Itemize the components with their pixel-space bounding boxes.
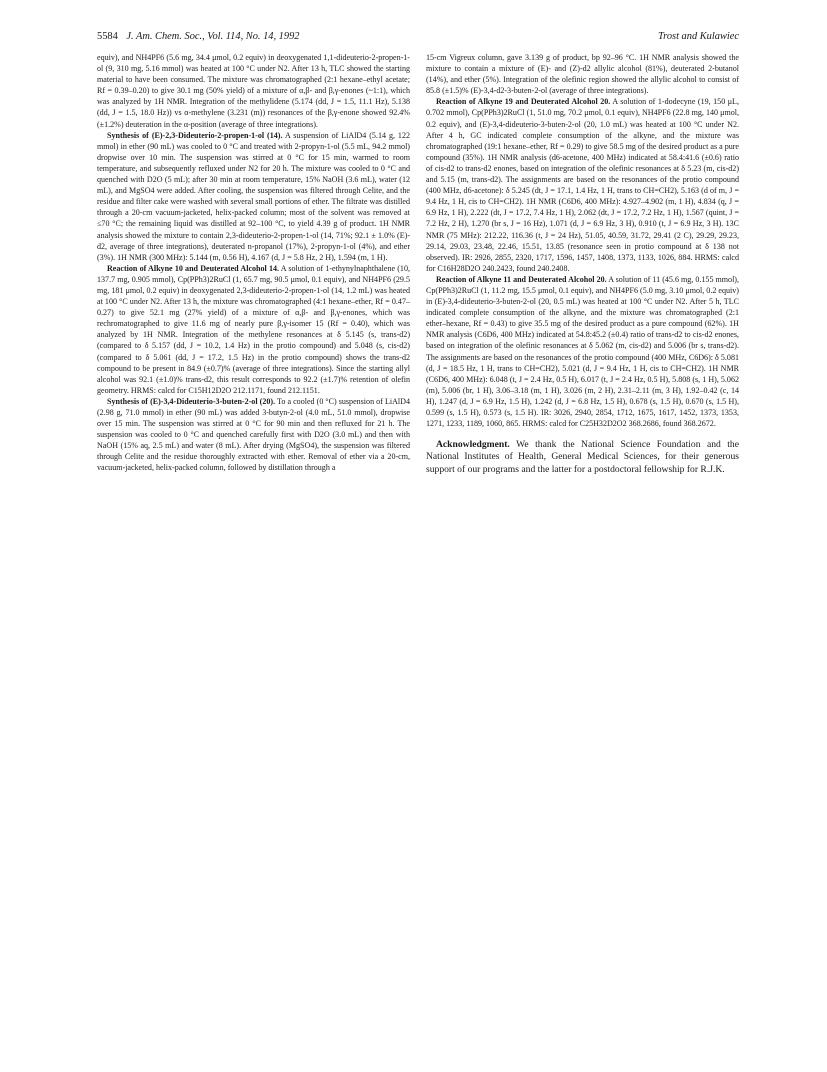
paragraph-heading: Reaction of Alkyne 11 and Deuterated Alcohol 20.	[436, 274, 607, 284]
paragraph	[97, 130, 410, 263]
paragraph-text: A solution of 1-ethynylnaphthalene (10, 137.7 mg, 0.905 mmol), Cp(PPh3)2RuCl (1, 65.7 mg, 90.5 μmol, 0.1 equiv), and NH4PF6 (29.5 mg, 181 μmol, 0.2 equiv) in deoxygenated 2,3-dideuterio-2-propen-1-ol (14, 1.2 mL) was heated at 100 °C under N2. After 13 h, the mixture was chromatographed (4:1 hexane–ether, Rf = 0.47–0.27) to give 52.1 mg (27% yield) of a mixture of α,β- and β,γ-enones, which was rechromatographed to give 11.6 mg of nearly pure β,γ-isomer 15 (Rf = 0.40), which was analyzed by 1H NMR. Integration of the methylene resonances at δ 5.145 (s, trans-d2) (compared to δ 5.157 (dd, J = 10.2, 1.4 Hz) in the protio compound) and 5.048 (s, cis-d2) (compared to δ 5.061 (dd, J = 17.2, 1.5 Hz) in the protio compound) shows the trans-d2 compound to be present in 84.9 (±0.7)% (average of three integrations). Since the starting allyl alcohol was 92.1 (±1.0)% trans-d2, this result corresponds to 92.2 (±1.7)% retention of olefin geometry. HRMS: calcd for C15H12D2O 212.1171, found 212.1151.	[97, 263, 410, 395]
paragraph-text: A solution of 11 (45.6 mg, 0.155 mmol), Cp(PPh3)2RuCl (1, 11.2 mg, 15.5 μmol, 0.1 equiv), and NH4PF6 (5.0 mg, 3.10 μmol, 0.2 equiv) in (E)-3,4-dideuterio-3-buten-2-ol (20, 0.5 mL) was heated at 100 °C under N2. After 5 h, TLC indicated complete consumption of the alkyne, and the mixture was chromatographed (2:1 ether–hexane, Rf = 0.43) to give 35.5 mg of the desired product as a pure compound (62%). 1H NMR analysis (C6D6, 400 MHz) indicated at 54.8:45.2 (±0.4) ratio of trans-d2 to cis-d2 enones, based on integration of the olefinic resonances at δ 5.062 (m, cis-d2) and 5.006 (br s, trans-d2). The assignments are based on the resonances of the protio compound (400 MHz, C6D6): δ 5.081 (d, J = 18.5 Hz, 1 H, trans to CH=CH2), 5.021 (d, J = 9.4 Hz, 1 H, cis to CH=CH2). 1H NMR (C6D6, 400 MHz): 6.048 (t, J = 2.4 Hz, 0.5 H), 6.017 (t, J = 2.4 Hz, 0.5 H), 5.808 (s, 1 H), 5.062 (m), 5.006 (br, 1 H), 3.06–3.18 (m, 1 H), 3.026 (m, 2 H), 2.31–2.11 (m, 3 H), 1.92–0.42 (c, 14 H), 1.247 (d, J = 6.9 Hz, 1.5 H), 1.242 (d, J = 6.8 Hz, 1.5 H), 0.678 (s, 1.5 H), 0.670 (s, 1.5 H), 0.599 (s, 1.5 H), 0.573 (s, 1.5 H). IR: 3026, 2940, 2854, 1712, 1675, 1617, 1452, 1373, 1353, 1271, 1233, 1189, 1060, 865. HRMS: calcd for C25H32D2O2 368.2686, found 368.2672.	[426, 274, 739, 429]
paragraph	[426, 96, 739, 274]
paragraph-text: A suspension of LiAlD4 (5.14 g, 122 mmol) in ether (90 mL) was cooled to 0 °C and treated with 2-propyn-1-ol (5.5 mL, 94.2 mmol) dropwise over 10 min. The suspension was stirred at 0 °C for 15 min, warmed to room temperature, and subsequently refluxed under N2 for 20 h. The mixture was cooled to 0 °C and quenched with D2O (5 mL); after 30 min at room temperature, 15% NaOH (3.6 mL), water (12 mL), and MgSO4 were added. After cooling, the suspension was filtered through Celite, and the residue and filter cake were washed with several small portions of ether. The filtrate was distilled through a 20-cm vacuum-jacketed, helix-packed column; most of the solvent was removed at ≤70 °C; the remaining liquid was distilled at 92–100 °C, to yield 4.39 g of product. 1H NMR analysis showed the mixture to contain 2,3-dideuterio-2-propen-1-ol (14, 71%; 92.1 ± 1.0% (E)-d2, average of three integrations), deuterated n-propanol (17%), 2-propyn-1-ol (4%), and ether (3%). 1H NMR (300 MHz): 5.144 (m, 0.56 H), 4.167 (d, J = 5.8 Hz, 2 H), 1.594 (m, 1 H).	[97, 130, 411, 262]
header-authors: Trost and Kulawiec	[657, 31, 739, 42]
paragraph-text: To a cooled (0 °C) suspension of LiAlD4 (2.98 g, 71.0 mmol) in ether (90 mL) was added 3-butyn-2-ol (4.0 mL, 51.0 mmol), dropwise over 15 min. The suspension was stirred at 0 °C for 90 min and then refluxed for 21 h. The suspension was cooled to 0 °C and quenched carefully first with D2O (3.0 mL) and then with NaOH (15% aq, 2.5 mL) and water (8 mL). After drying (MgSO4), the suspension was filtered through Celite and the residue thoroughly extracted with ether. Removal of ether via a 20-cm, vacuum-jacketed, helix-packed column, followed by distillation through a	[97, 396, 410, 473]
right-column	[426, 52, 739, 476]
paragraph-text: 15-cm Vigreux column, gave 3.139 g of product, bp 92–96 °C. 1H NMR analysis showed the mixture to contain a mixture of (E)- and (Z)-d2 allylic alcohol (81%), deuterated 2-butanol (14%), and ether (5%). Integration of the olefinic region showed the allylic alcohol to consist of 85.8 (±1.5)% (E)-3,4-d2-3-buten-2-ol (average of three integrations).	[426, 53, 739, 96]
paragraph-heading: Synthesis of (E)-3,4-Dideuterio-3-buten-2-ol (20).	[107, 396, 276, 406]
acknowledgment	[426, 439, 739, 476]
journal-citation: J. Am. Chem. Soc., Vol. 114, No. 14, 1992	[126, 31, 300, 42]
header-left	[97, 30, 299, 44]
acknowledgment-heading: Acknowledgment.	[436, 439, 510, 451]
paragraph-text: equiv), and NH4PF6 (5.6 mg, 34.4 μmol, 0.2 equiv) in deoxygenated 1,1-dideuterio-2-propen-1-ol (9, 310 mg, 5.16 mmol) was heated at 100 °C under N2. After 13 h, TLC showed the starting material to have been consumed. The mixture was chromatographed (2:1 hexane–ethyl acetate; Rf = 0.39–0.20) to give 30.1 mg (50% yield) of a mixture of α,β- and β,γ-enones (~1:1), which was analyzed by 1H NMR. Integration of the methylidene (5.174 (dd, J = 1.5, 11.1 Hz), 5.138 (dd, J = 1.5, 18.0 Hz)) vs α-methylene (3.231 (m)) resonances of the β,γ-enone showed 92.4% (±1.2%) deuteration in the α-position (average of three integrations).	[97, 53, 410, 129]
paragraph-heading: Synthesis of (E)-2,3-Dideuterio-2-propen-1-ol (14).	[107, 130, 283, 140]
paragraph-heading: Reaction of Alkyne 10 and Deuterated Alcohol 14.	[107, 263, 280, 273]
paragraph	[97, 396, 410, 474]
acknowledgment-text: We thank the National Science Foundation and the National Institutes of Health, General Medical Sciences, for their generous support of our programs and the latter for a postdoctoral fellowship for R.J.K.	[426, 439, 739, 475]
running-header	[97, 30, 739, 44]
paragraph	[97, 263, 410, 396]
paragraph	[426, 52, 739, 96]
page-number: 5584	[97, 31, 118, 42]
left-column	[97, 52, 410, 474]
paragraph	[97, 52, 410, 130]
paragraph	[426, 274, 739, 429]
paragraph-heading: Reaction of Alkyne 19 and Deuterated Alcohol 20.	[436, 97, 611, 107]
paragraph-text: A solution of 1-dodecyne (19, 150 μL, 0.702 mmol), Cp(PPh3)2RuCl (1, 51.0 mg, 70.2 μmol, 0.1 equiv), NH4PF6 (22.8 mg, 140 μmol, 0.2 equiv), and (E)-3,4-dideuterio-3-buten-2-ol (20, 1.0 mL) was heated at 100 °C under N2. After 4 h, GC indicated complete consumption of the alkyne, and the mixture was chromatographed (19:1 hexane–ether, Rf = 0.29) to give 58.5 mg of the desired product as a pure compound (35%). 1H NMR analysis (d6-acetone, 400 MHz) indicated at 58.4:41.6 (±0.6) ratio of cis-d2 to trans-d2 enones, based on integration of the olefinic resonances at δ 5.23 (m, cis-d2) and 5.15 (m, trans-d2). The assignments are based on the resonances of the protio compound (400 MHz, d6-acetone): δ 5.245 (dt, J = 17.1, 1.4 Hz, 1 H, trans to CH=CH2), 5.163 (d of m, J = 9.4 Hz, 1 H, cis to CH=CH2). 1H NMR (C6D6, 400 MHz): 4.927–4.902 (m, 1 H), 4.834 (q, J = 6.9 Hz, 1 H), 2.222 (dt, J = 17.2, 7.4 Hz, 1 H), 2.062 (dt, J = 17.2, 7.2 Hz, 1 H), 1.567 (quint, J = 7.2 Hz, 2 H), 1.270 (br s, J = 16 Hz), 1.071 (d, J = 6.9 Hz, 3 H), 0.910 (t, J = 6.9 Hz, 3 H). 13C NMR (75 MHz): 212.22, 116.36 (t, J = 24 Hz), 51.05, 40.59, 31.72, 29.41 (2 C), 29.29, 29.23, 29.14, 29.03, 23.48, 22.46, 15.51, 13.85 (resonance seen in protio compound at δ 138 not observed). IR: 2926, 2855, 2320, 1717, 1596, 1457, 1408, 1373, 1133, 1026, 884. HRMS: calcd for C16H28D2O 240.2423, found 240.2408.	[426, 97, 739, 273]
